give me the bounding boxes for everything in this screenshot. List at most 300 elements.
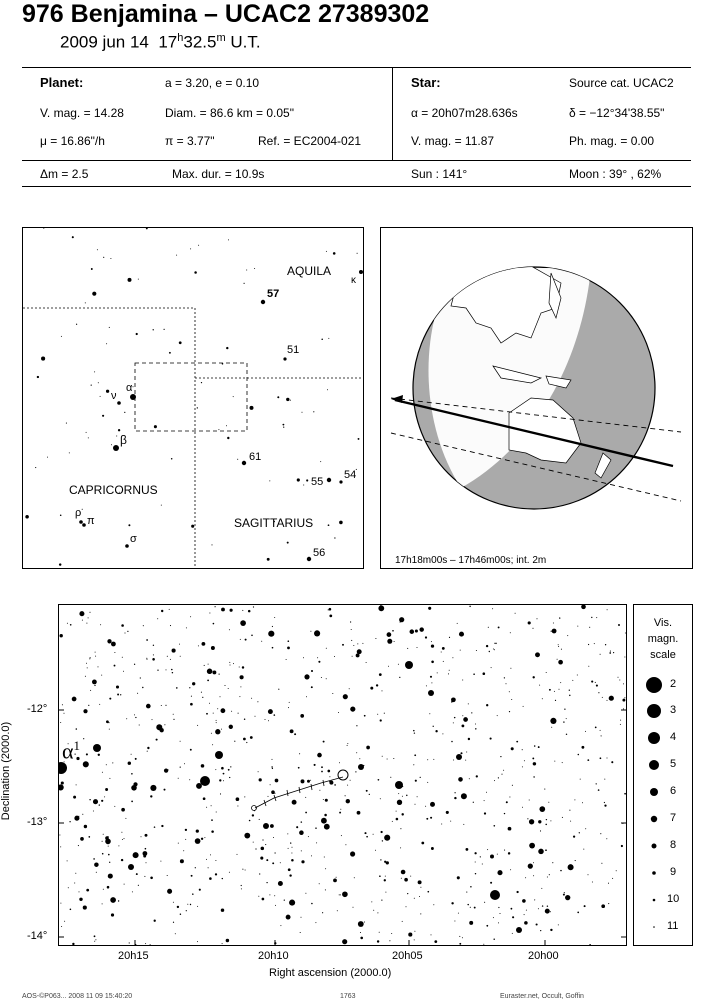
background-star xyxy=(154,920,156,922)
scale-label-9: 9 xyxy=(670,866,677,878)
background-star xyxy=(144,876,145,877)
background-star xyxy=(342,644,344,646)
background-star xyxy=(310,631,311,632)
background-star xyxy=(413,730,415,732)
background-star xyxy=(108,874,113,879)
background-star xyxy=(569,695,570,696)
background-star xyxy=(375,638,376,639)
field-of-view-box xyxy=(135,363,247,431)
background-star xyxy=(135,758,137,760)
background-star xyxy=(328,609,329,610)
background-star xyxy=(98,382,99,383)
label-51: 51 xyxy=(287,344,300,356)
background-star xyxy=(140,677,141,678)
footer-left: AOS-©P063... 2008 11 09 15:40:20 xyxy=(22,993,133,1000)
background-star xyxy=(143,851,148,856)
background-star xyxy=(287,833,288,834)
background-star xyxy=(233,663,234,664)
background-star xyxy=(427,891,429,893)
background-star xyxy=(196,829,199,832)
background-star xyxy=(234,741,235,742)
background-star xyxy=(92,679,97,684)
background-star xyxy=(608,883,609,884)
background-star xyxy=(460,650,461,651)
ytick-minus12: -12° xyxy=(27,703,48,715)
background-star xyxy=(592,882,593,883)
background-star xyxy=(434,940,437,943)
background-star xyxy=(97,666,98,667)
background-star xyxy=(197,725,198,726)
background-star xyxy=(493,825,495,827)
background-star xyxy=(471,712,472,713)
background-star xyxy=(596,685,598,687)
background-star xyxy=(594,643,595,644)
table-top-rule xyxy=(22,67,691,68)
background-star xyxy=(262,898,265,901)
background-star xyxy=(289,900,295,906)
background-star xyxy=(43,228,44,229)
background-star xyxy=(497,854,498,855)
star-bright xyxy=(456,754,462,760)
background-star xyxy=(185,829,187,831)
background-star xyxy=(60,903,61,904)
background-star xyxy=(327,389,328,390)
background-star xyxy=(575,860,576,861)
background-star xyxy=(551,727,552,728)
background-star xyxy=(378,779,380,781)
background-star xyxy=(475,862,476,863)
star-51 xyxy=(283,357,286,360)
background-star xyxy=(345,844,346,845)
background-star xyxy=(173,922,174,923)
background-star xyxy=(186,627,187,628)
background-star xyxy=(145,848,147,850)
label-56: 56 xyxy=(313,547,326,559)
background-star xyxy=(619,680,620,681)
background-star xyxy=(286,915,291,920)
background-star xyxy=(587,874,588,875)
background-star xyxy=(215,873,217,875)
background-star xyxy=(589,627,590,628)
background-star xyxy=(260,857,263,860)
background-star xyxy=(164,768,168,772)
background-star xyxy=(211,646,215,650)
background-star xyxy=(74,816,79,821)
background-star xyxy=(616,870,617,871)
background-star xyxy=(613,652,614,653)
background-star xyxy=(135,717,136,718)
background-star xyxy=(558,644,559,645)
background-star xyxy=(362,643,363,644)
background-star xyxy=(382,756,383,757)
scale-dot-6 xyxy=(650,788,658,796)
background-star xyxy=(120,694,121,695)
background-star xyxy=(462,937,463,938)
background-star xyxy=(271,790,275,794)
background-star xyxy=(206,807,207,808)
background-star xyxy=(70,909,72,911)
background-star xyxy=(86,432,87,433)
background-star xyxy=(94,371,95,372)
background-star xyxy=(323,741,325,743)
background-star xyxy=(262,839,263,840)
background-star xyxy=(338,712,339,713)
background-star xyxy=(206,859,207,860)
background-star xyxy=(573,835,575,837)
alpha1-letter: α xyxy=(62,738,74,764)
background-star xyxy=(132,891,133,892)
background-star xyxy=(93,858,95,860)
background-star xyxy=(240,675,244,679)
background-star xyxy=(618,624,620,626)
background-star xyxy=(569,810,570,811)
background-star xyxy=(578,754,580,756)
alpha1-index: 1 xyxy=(73,738,81,753)
background-star xyxy=(91,268,93,270)
background-star xyxy=(366,746,370,750)
background-star xyxy=(136,333,138,335)
background-star xyxy=(474,852,476,854)
background-star xyxy=(197,906,198,907)
background-star xyxy=(527,818,528,819)
background-star xyxy=(457,623,458,624)
background-star xyxy=(525,877,526,878)
background-star xyxy=(453,760,454,761)
background-star xyxy=(118,845,119,846)
background-star xyxy=(267,558,270,561)
scale-label-8: 8 xyxy=(670,839,677,851)
background-star xyxy=(82,620,83,621)
background-star xyxy=(431,644,434,647)
scale-dot-2 xyxy=(646,677,662,693)
background-star xyxy=(475,873,476,874)
background-star xyxy=(207,680,209,682)
background-star xyxy=(323,799,324,800)
background-star xyxy=(237,805,238,806)
background-star xyxy=(394,641,395,642)
background-star xyxy=(272,626,273,627)
background-star xyxy=(222,878,223,879)
background-star xyxy=(133,852,139,858)
star-54 xyxy=(339,480,342,483)
background-star xyxy=(147,751,148,752)
background-star xyxy=(283,426,284,427)
background-star xyxy=(185,839,186,840)
background-star xyxy=(114,806,115,807)
background-star xyxy=(529,799,530,800)
background-star xyxy=(493,938,494,939)
background-star xyxy=(241,888,242,889)
background-star xyxy=(324,814,327,817)
background-star xyxy=(290,400,291,401)
background-star xyxy=(217,708,218,709)
background-star xyxy=(366,662,367,663)
background-star xyxy=(480,856,481,857)
background-star xyxy=(396,818,399,821)
background-star xyxy=(150,944,151,945)
background-star xyxy=(191,696,192,697)
background-star xyxy=(292,847,293,848)
background-star xyxy=(192,893,194,895)
background-star xyxy=(253,606,254,607)
background-star xyxy=(495,643,496,644)
background-star xyxy=(512,785,513,786)
background-star xyxy=(246,270,247,271)
background-star xyxy=(240,686,241,687)
background-star xyxy=(147,747,149,749)
background-star xyxy=(442,733,443,734)
star-heading: Star: xyxy=(411,75,441,90)
background-star xyxy=(228,239,229,240)
background-star xyxy=(298,767,300,769)
background-star xyxy=(243,738,246,741)
hour-unit: h xyxy=(177,32,184,44)
background-star xyxy=(208,664,209,665)
background-star xyxy=(89,612,90,613)
background-star xyxy=(201,692,202,693)
background-star xyxy=(539,685,540,686)
background-star xyxy=(454,717,455,718)
background-star xyxy=(602,697,603,698)
background-star xyxy=(97,249,98,250)
background-star xyxy=(415,629,418,632)
background-star xyxy=(154,425,157,428)
star-vmag: V. mag. = 11.87 xyxy=(411,134,495,148)
background-star xyxy=(274,714,276,716)
planet-orbit: a = 3.20, e = 0.10 xyxy=(165,76,260,90)
background-star xyxy=(451,697,456,702)
background-star xyxy=(410,876,411,877)
background-star xyxy=(198,245,199,246)
background-star xyxy=(498,922,499,923)
background-star xyxy=(224,685,225,686)
background-star xyxy=(102,415,104,417)
background-star xyxy=(67,623,68,624)
background-star xyxy=(161,610,163,612)
background-star xyxy=(241,885,242,886)
background-star xyxy=(561,649,562,650)
background-star xyxy=(173,719,174,720)
background-star xyxy=(222,943,223,944)
background-star xyxy=(211,733,212,734)
magnitude-scale xyxy=(633,604,693,946)
background-star xyxy=(266,859,268,861)
background-star xyxy=(209,877,212,880)
star-bright xyxy=(358,764,364,770)
background-star xyxy=(601,735,602,736)
background-star xyxy=(166,669,167,670)
background-star xyxy=(203,797,206,800)
scale-label-11: 11 xyxy=(667,920,679,932)
background-star xyxy=(622,699,625,702)
background-star xyxy=(565,895,570,900)
background-star xyxy=(499,913,500,914)
sun-elongation: Sun : 141° xyxy=(411,167,468,181)
background-star xyxy=(99,704,100,705)
background-star xyxy=(357,649,362,654)
background-star xyxy=(259,873,260,874)
background-star xyxy=(189,779,190,780)
background-star xyxy=(133,782,137,786)
background-star xyxy=(620,720,621,721)
background-star xyxy=(116,435,117,436)
background-star xyxy=(341,835,342,836)
background-star xyxy=(618,677,619,678)
background-star xyxy=(339,762,340,763)
background-star xyxy=(532,628,533,629)
background-star xyxy=(96,872,97,873)
background-star xyxy=(501,774,502,775)
background-star xyxy=(509,796,510,797)
background-star xyxy=(220,793,221,794)
background-star xyxy=(319,883,320,884)
background-star xyxy=(470,886,472,888)
star-bright xyxy=(128,864,134,870)
background-star xyxy=(288,707,289,708)
background-star xyxy=(536,618,537,619)
background-star xyxy=(505,683,506,684)
background-star xyxy=(498,907,499,908)
background-star xyxy=(466,752,467,753)
label-beta: β xyxy=(120,433,127,447)
background-star xyxy=(437,672,438,673)
background-star xyxy=(201,382,202,383)
background-star xyxy=(620,724,621,725)
background-star xyxy=(109,862,110,863)
background-star xyxy=(128,761,131,764)
background-star xyxy=(286,398,289,401)
background-star xyxy=(153,645,154,646)
background-star xyxy=(274,617,275,618)
background-star xyxy=(128,278,132,282)
background-star xyxy=(278,689,279,690)
background-star xyxy=(350,707,355,712)
background-star xyxy=(220,696,221,697)
event-datetime xyxy=(60,32,261,53)
background-star xyxy=(600,757,602,759)
background-star xyxy=(588,666,589,667)
background-star xyxy=(414,898,415,899)
background-star xyxy=(458,913,459,914)
background-star xyxy=(123,838,124,839)
background-star xyxy=(600,730,601,731)
background-star xyxy=(254,268,255,269)
background-star xyxy=(400,828,401,829)
background-star xyxy=(209,612,210,613)
background-star xyxy=(450,821,451,822)
background-star xyxy=(604,804,606,806)
star-56 xyxy=(307,557,311,561)
background-star xyxy=(532,757,534,759)
background-star xyxy=(339,521,343,525)
background-star xyxy=(454,792,455,793)
background-star xyxy=(85,676,86,677)
background-star xyxy=(461,793,467,799)
background-star xyxy=(624,697,625,698)
background-star xyxy=(305,812,307,814)
background-star xyxy=(385,876,386,877)
background-star xyxy=(420,777,421,778)
background-star xyxy=(194,271,197,274)
background-star xyxy=(94,685,95,686)
background-star xyxy=(290,729,294,733)
background-star xyxy=(542,698,543,699)
background-star xyxy=(211,830,214,833)
background-star xyxy=(95,656,96,657)
star-bright xyxy=(405,661,413,669)
background-star xyxy=(109,729,110,730)
planet-diameter: Diam. = 86.6 km = 0.05" xyxy=(165,106,294,120)
background-star xyxy=(558,924,559,925)
background-star xyxy=(430,676,432,678)
background-star xyxy=(453,722,454,723)
star-bright xyxy=(93,744,101,752)
background-star xyxy=(387,758,388,759)
background-star xyxy=(426,685,427,686)
background-star xyxy=(229,662,230,663)
background-star xyxy=(84,825,87,828)
background-star xyxy=(64,921,65,922)
background-star xyxy=(170,625,171,626)
background-star xyxy=(180,859,184,863)
background-star xyxy=(197,941,198,942)
background-star xyxy=(393,758,394,759)
background-star xyxy=(229,777,230,778)
background-star xyxy=(228,688,229,689)
background-star xyxy=(369,794,370,795)
background-star xyxy=(190,703,193,706)
background-star xyxy=(219,674,220,675)
shadow-direction-arrow xyxy=(391,395,403,403)
background-star xyxy=(191,875,193,877)
background-star xyxy=(528,863,533,868)
background-star xyxy=(426,818,428,820)
background-star xyxy=(61,926,62,927)
background-star xyxy=(255,716,256,717)
background-star xyxy=(430,802,435,807)
background-star xyxy=(486,792,487,793)
background-star xyxy=(209,703,210,704)
background-star xyxy=(197,407,198,408)
background-star xyxy=(544,789,545,790)
background-star xyxy=(488,627,489,628)
background-star xyxy=(585,828,586,829)
background-star xyxy=(604,779,605,780)
background-star xyxy=(322,912,323,913)
background-star xyxy=(494,780,495,781)
background-star xyxy=(609,652,611,654)
background-star xyxy=(349,688,350,689)
background-star xyxy=(215,729,220,734)
background-star xyxy=(153,329,154,330)
background-star xyxy=(121,624,124,627)
background-star xyxy=(152,658,155,661)
background-star xyxy=(494,649,495,650)
background-star xyxy=(303,657,304,658)
background-star xyxy=(60,634,63,637)
background-star xyxy=(557,659,558,660)
background-star xyxy=(364,921,365,922)
background-star xyxy=(216,720,217,721)
background-star xyxy=(560,870,561,871)
background-star xyxy=(431,661,434,664)
background-star xyxy=(240,620,246,626)
background-star xyxy=(288,868,291,871)
background-star xyxy=(350,621,351,622)
background-star xyxy=(415,804,416,805)
background-star xyxy=(414,754,416,756)
background-star xyxy=(248,610,251,613)
